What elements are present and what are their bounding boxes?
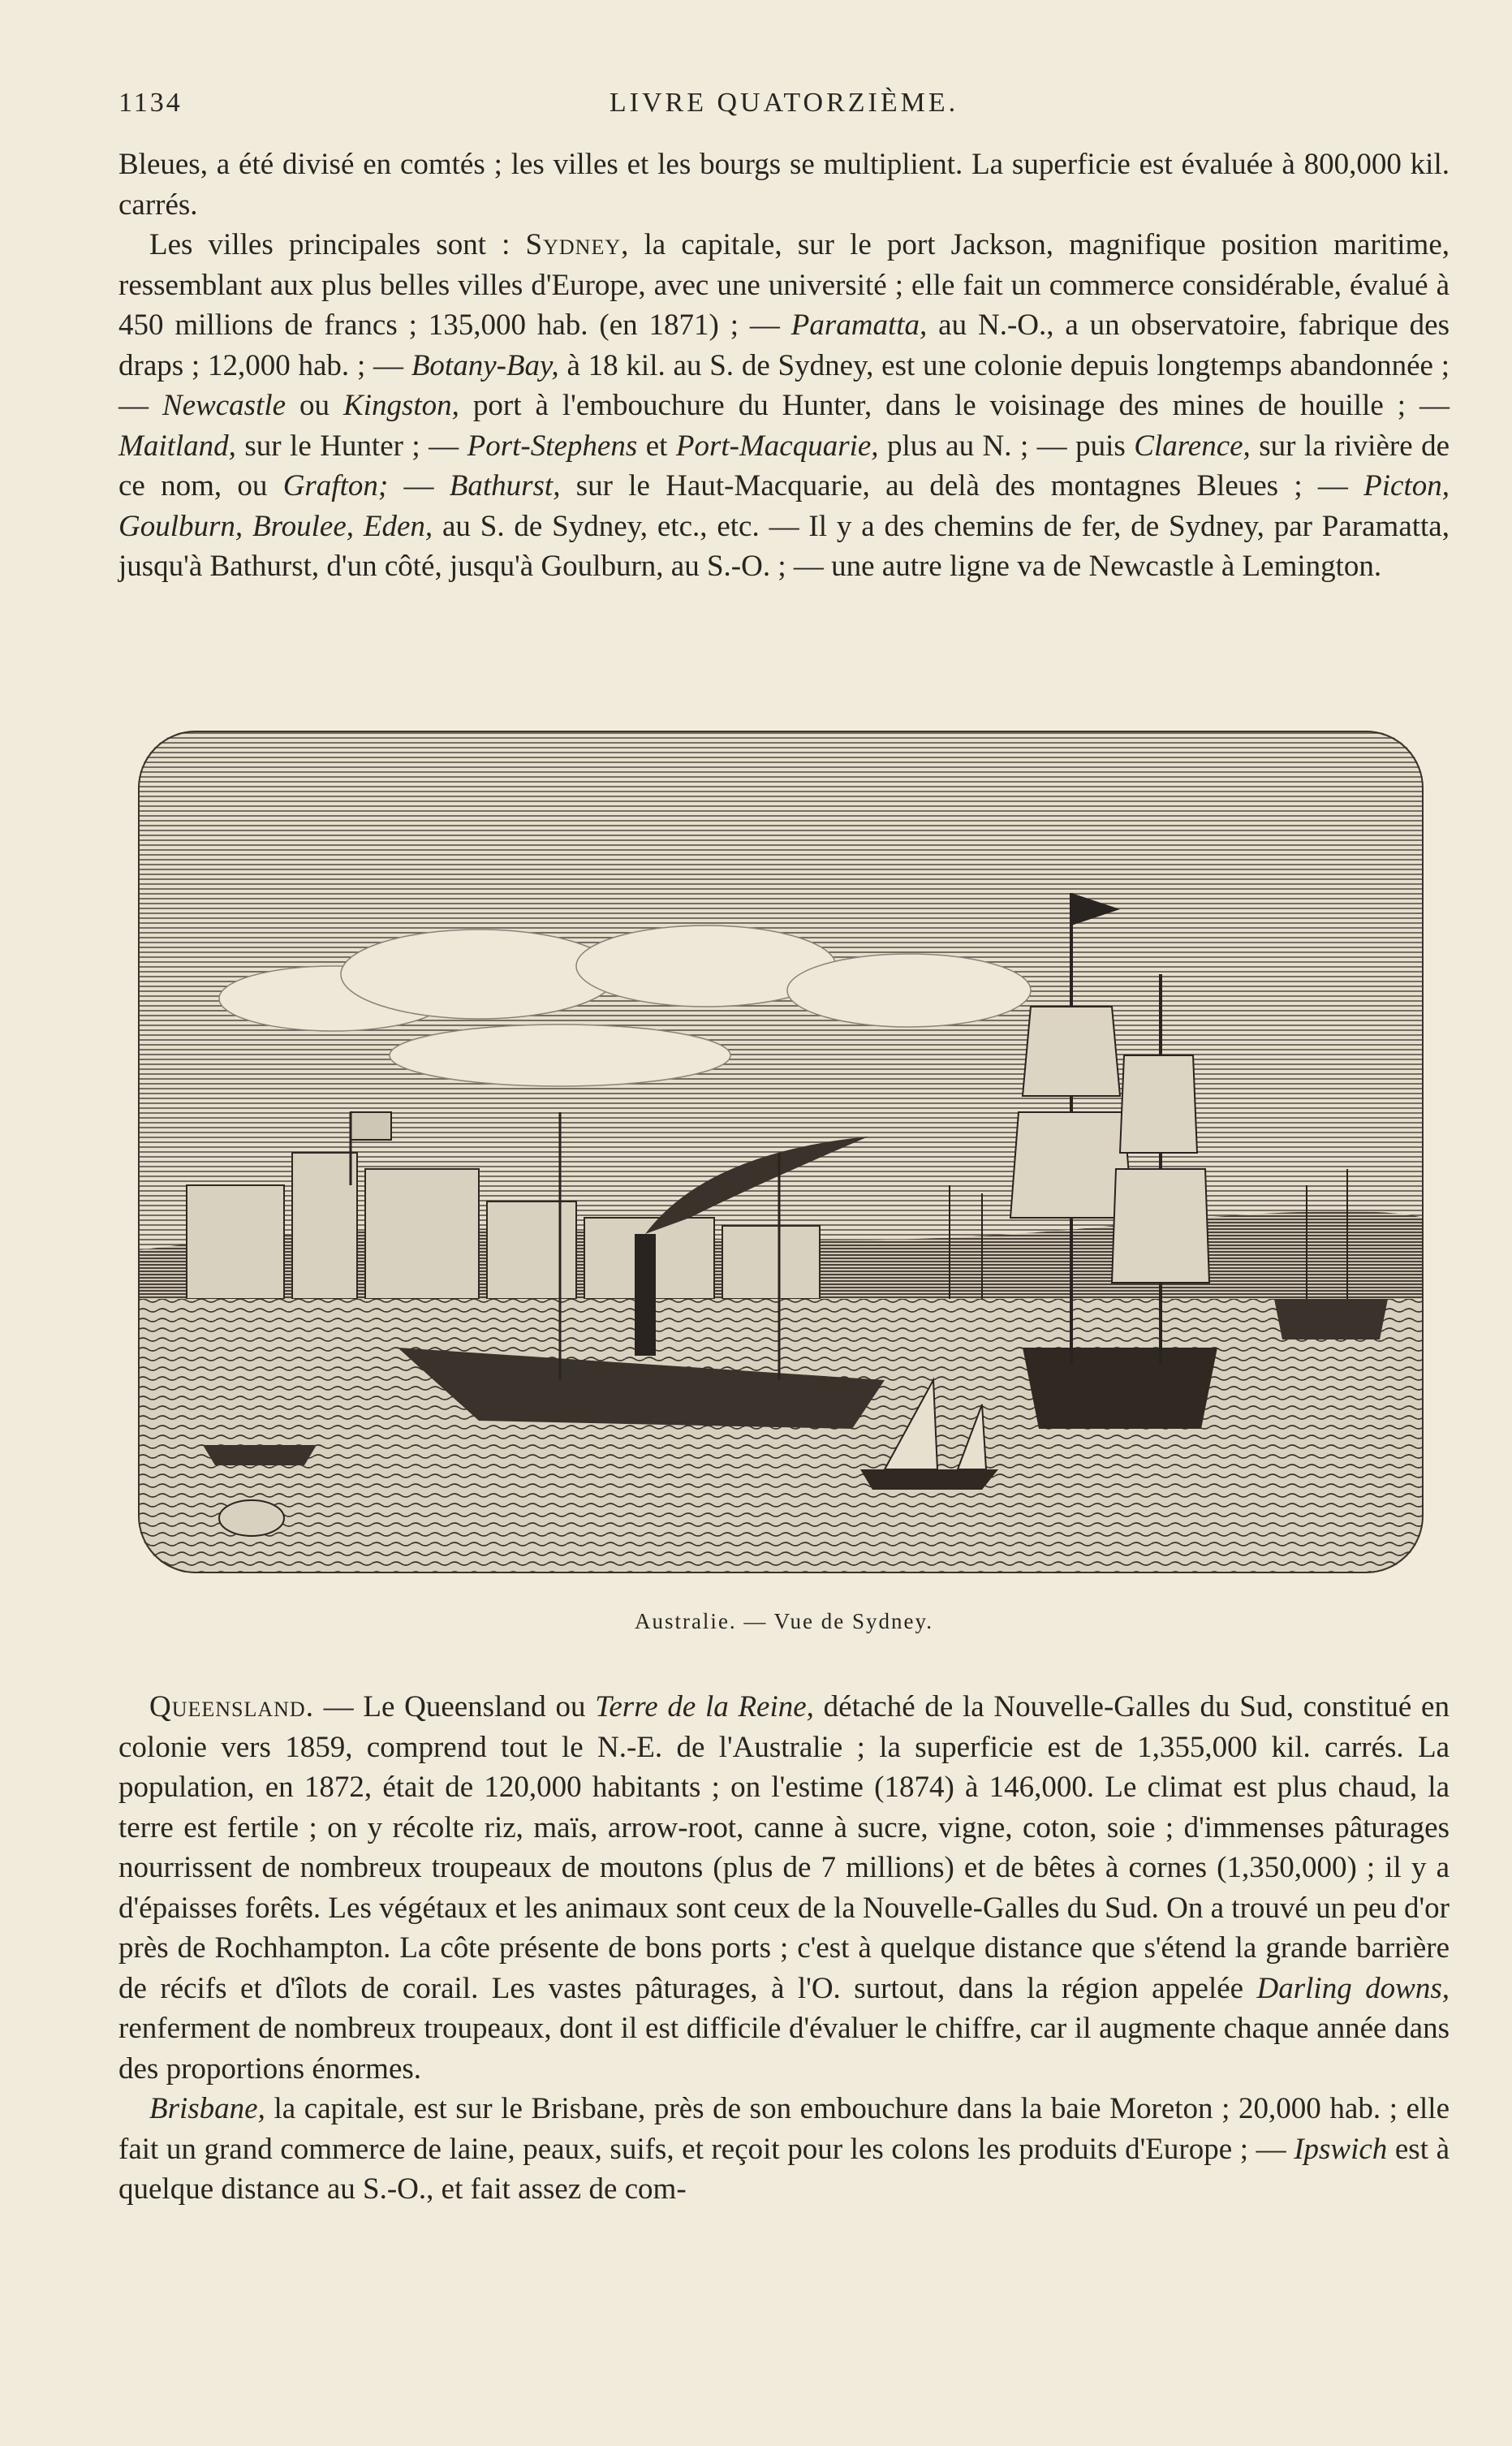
place-bathurst: Bathurst, bbox=[449, 469, 561, 503]
place-botany-bay: Botany-Bay, bbox=[411, 348, 559, 382]
place-clarence: Clarence, bbox=[1134, 429, 1251, 463]
engraving-sydney-harbour bbox=[138, 731, 1424, 1573]
term-darling-downs: Darling downs, bbox=[1256, 1971, 1450, 2005]
place-grafton: Grafton; bbox=[282, 469, 389, 503]
page-number: 1134 bbox=[118, 88, 183, 118]
term-terre-de-la-reine: Terre de la Reine, bbox=[595, 1690, 814, 1723]
paragraph-continuation: Bleues, a été divisé en comtés ; les villes et les bourgs se multiplient. La superficie est évaluée à 800,000 kil. carrés. bbox=[118, 148, 1450, 222]
running-head bbox=[118, 88, 1450, 128]
place-kingston: Kingston, bbox=[343, 389, 459, 422]
text-block-top bbox=[118, 145, 1450, 587]
place-ipswich: Ipswich bbox=[1294, 2132, 1388, 2166]
paragraph-villes-principales: Les villes principales sont : Sydney, la capitale, sur le port Jackson, magnifique position maritime, ressemblant aux plus belles villes d'Europe, avec une université ; elle fait un commerce considérable, évalué à 450 millions de francs ; 135,000 hab. (en 1871) ; — Paramatta, au N.-O., a un observatoire, fabrique des draps ; 12,000 hab. ; — Botany-Bay, à 18 kil. au S. de Sydney, est une colonie depuis longtemps abandonnée ; — Newcastle ou Kingston, port à l'embouchure du Hunter, dans le voisinage des mines de houille ; — Maitland, sur le Hunter ; — Port-Stephens et Port-Macquarie, plus au N. ; — puis Clarence, sur la rivière de ce nom, ou Grafton; — Bathurst, sur le Haut-Macquarie, au delà des montagnes Bleues ; — Picton, Goulburn, Broulee, Eden, au S. de Sydney, etc., etc. — Il y a des chemins de fer, de Sydney, par Paramatta, jusqu'à Bathurst, d'un côté, jusqu'à Goulburn, au S.-O. ; — une autre ligne va de Newcastle à Lemington. bbox=[118, 228, 1450, 583]
section-heading-queensland: Queensland. bbox=[149, 1690, 314, 1723]
paragraph-brisbane: Brisbane, la capitale, est sur le Brisbane, près de son embouchure dans la baie Moreton ; 20,000 hab. ; elle fait un grand commerce de laine, peaux, suifs, et reçoit pour les colons les produits d'Europe ; — Ipswich est à quelque distance au S.-O., et fait assez de com- bbox=[118, 2092, 1450, 2206]
place-newcastle: Newcastle bbox=[162, 389, 286, 422]
paragraph-queensland: Queensland. — Le Queensland ou Terre de la Reine, détaché de la Nouvelle-Galles du Sud, constitué en colonie vers 1859, comprend tout le N.-E. de l'Australie ; la superficie est de 1,355,000 kil. carrés. La population, en 1872, était de 120,000 habitants ; on l'estime (1874) à 146,000. Le climat est plus chaud, la terre est fertile ; on y récolte riz, maïs, arrow-root, canne à sucre, vigne, coton, soie ; d'immenses pâturages nourrissent de nombreux troupeaux de moutons (plus de 7 millions) et de bêtes à cornes (1,350,000) ; il y a d'épaisses forêts. Les végétaux et les animaux sont ceux de la Nouvelle-Galles du Sud. On a trouvé un peu d'or près de Rochhampton. La côte présente de bons ports ; c'est à quelque distance que s'étend la grande barrière de récifs et d'îlots de corail. Les vastes pâturages, à l'O. surtout, dans la région appelée Darling downs, renferment de nombreux troupeaux, dont il est difficile d'évaluer le chiffre, car il augmente chaque année dans des proportions énormes. bbox=[118, 1690, 1450, 2086]
place-sydney: Sydney bbox=[525, 228, 622, 261]
place-maitland: Maitland, bbox=[118, 429, 236, 463]
place-port-stephens: Port-Stephens bbox=[467, 429, 638, 463]
place-port-macquarie: Port-Macquarie, bbox=[675, 429, 879, 463]
figure-caption: Australie. — Vue de Sydney. bbox=[634, 1609, 934, 1633]
running-title: LIVRE QUATORZIÈME. bbox=[609, 88, 959, 118]
text-block-bottom bbox=[118, 1687, 1450, 2210]
place-brisbane: Brisbane, bbox=[149, 2092, 265, 2125]
place-paramatta: Paramatta, bbox=[790, 308, 928, 342]
place-towns-south: Picton, Goulburn, Broulee, Eden, bbox=[118, 469, 1450, 543]
